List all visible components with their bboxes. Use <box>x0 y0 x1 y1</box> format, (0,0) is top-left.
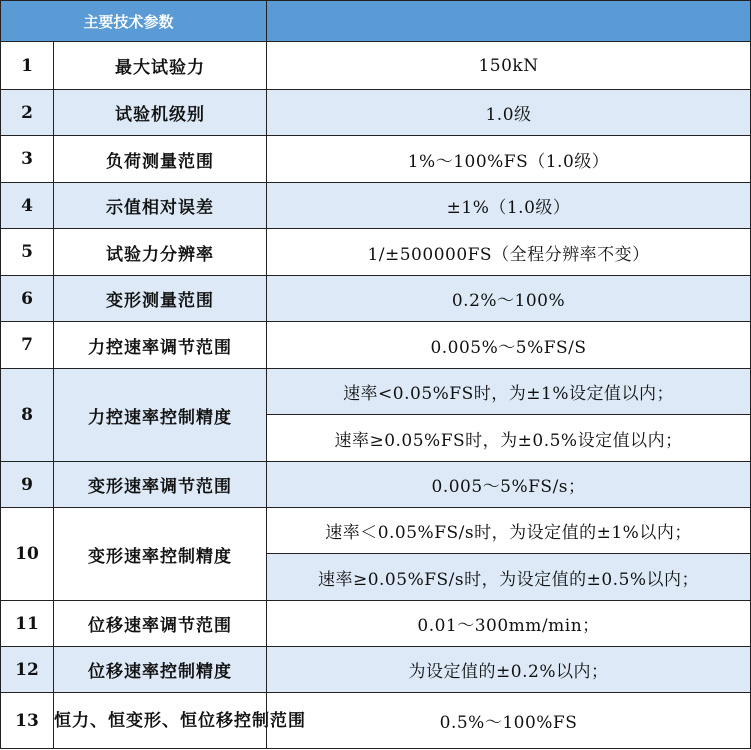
param-value: 速率＜0.05%FS/s时，为设定值的±1%以内； <box>267 508 751 554</box>
row-number: 2 <box>1 90 54 136</box>
param-name: 力控速率控制精度 <box>54 369 267 462</box>
table-row <box>1 693 751 749</box>
param-name: 试验机级别 <box>54 90 267 136</box>
param-value: 速率<0.05%FS时，为±1%设定值以内； <box>267 369 751 415</box>
param-value: 1/±500000FS（全程分辨率不变） <box>267 229 751 276</box>
param-value: 为设定值的±0.2%以内； <box>267 647 751 693</box>
param-name: 变形速率控制精度 <box>54 508 267 601</box>
row-number: 6 <box>1 276 54 322</box>
param-value: 150kN <box>267 42 751 90</box>
param-name: 力控速率调节范围 <box>54 322 267 369</box>
param-value: 0.5%～100%FS <box>267 693 751 749</box>
param-value: 0.2%～100% <box>267 276 751 322</box>
table-row <box>1 369 751 415</box>
table-row <box>1 90 751 136</box>
row-number: 3 <box>1 136 54 183</box>
table-row <box>1 183 751 229</box>
param-name: 变形速率调节范围 <box>54 462 267 508</box>
table-row <box>1 42 751 90</box>
table-row <box>1 508 751 554</box>
row-number: 12 <box>1 647 54 693</box>
param-value: 速率≥0.05%FS/s时，为设定值的±0.5%以内； <box>267 554 751 601</box>
row-number: 11 <box>1 601 54 647</box>
table-row <box>1 462 751 508</box>
row-number: 1 <box>1 42 54 90</box>
param-name: 负荷测量范围 <box>54 136 267 183</box>
table-title: 主要技术参数 <box>1 1 267 42</box>
param-name: 最大试验力 <box>54 42 267 90</box>
param-value: ±1%（1.0级） <box>267 183 751 229</box>
table-row <box>1 276 751 322</box>
table-row <box>1 647 751 693</box>
param-name: 变形测量范围 <box>54 276 267 322</box>
row-number: 4 <box>1 183 54 229</box>
param-value: 速率≥0.05%FS时，为±0.5%设定值以内； <box>267 415 751 462</box>
param-value: 0.005～5%FS/s； <box>267 462 751 508</box>
param-value: 1%～100%FS（1.0级） <box>267 136 751 183</box>
table-header-row <box>1 1 751 42</box>
table-row <box>1 136 751 183</box>
param-name: 试验力分辨率 <box>54 229 267 276</box>
row-number: 10 <box>1 508 54 601</box>
param-value: 1.0级 <box>267 90 751 136</box>
param-name: 示值相对误差 <box>54 183 267 229</box>
row-number: 9 <box>1 462 54 508</box>
param-value: 0.005%～5%FS/S <box>267 322 751 369</box>
table-row <box>1 601 751 647</box>
row-number: 8 <box>1 369 54 462</box>
row-number: 13 <box>1 693 54 749</box>
table-row <box>1 322 751 369</box>
table-header-blank <box>267 1 751 42</box>
param-value: 0.01～300mm/min； <box>267 601 751 647</box>
param-name: 位移速率控制精度 <box>54 647 267 693</box>
table-row <box>1 229 751 276</box>
row-number: 7 <box>1 322 54 369</box>
row-number: 5 <box>1 229 54 276</box>
param-name: 位移速率调节范围 <box>54 601 267 647</box>
param-name: 恒力、恒变形、恒位移控制范围 <box>54 693 267 749</box>
